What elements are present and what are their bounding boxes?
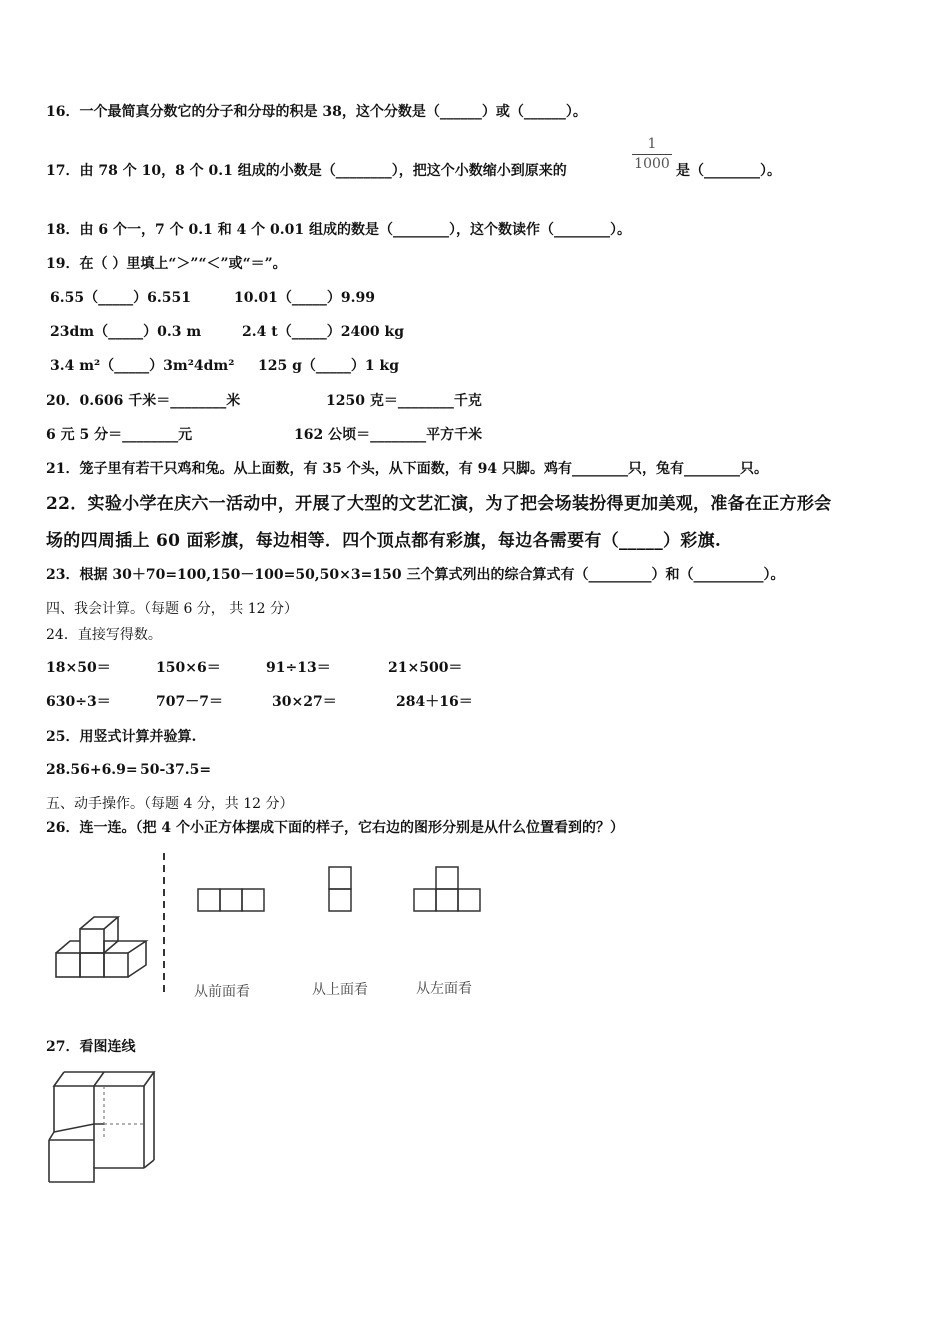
question-17-after: 是（________）。 — [676, 163, 781, 179]
question-22-line1: 22．实验小学在庆六一活动中，开展了大型的文艺汇演，为了把会场装扮得更加美观，准备在正方形会 — [46, 494, 832, 514]
question-17-before: 17．由 78 个 10，8 个 0.1 组成的小数是（________），把这个小数缩小到原来的 — [46, 163, 567, 179]
section-4-heading: 四、我会计算。（每题 6 分， 共 12 分） — [46, 601, 298, 617]
calc-item: 18×50＝ — [46, 660, 111, 676]
vertical-calc-item: 50-37.5= — [140, 762, 212, 778]
fraction-numerator: 1 — [647, 136, 657, 152]
question-22-line2: 场的四周插上 60 面彩旗，每边相等．四个顶点都有彩旗，每边各需要有（_____）彩旗. — [46, 531, 722, 551]
top-view-label: 从上面看 — [312, 982, 368, 998]
conversion-item: 20．0.606 千米＝________米 — [46, 393, 241, 409]
compare-item: 10.01（_____）9.99 — [234, 290, 375, 306]
front-view-shape — [198, 889, 264, 911]
front-view-label: 从前面看 — [194, 984, 250, 1000]
question-23: 23．根据 30＋70=100,150－100=50,50×3=150 三个算式列出的综合算式有（_________）和（__________）。 — [46, 567, 785, 583]
compare-item: 6.55（_____）6.551 — [50, 290, 191, 306]
section-5-heading: 五、动手操作。（每题 4 分，共 12 分） — [46, 796, 294, 812]
cube-views-figure — [40, 845, 510, 1010]
question-16: 16．一个最简真分数它的分子和分母的积是 38，这个分数是（______）或（______）。 — [46, 104, 587, 120]
fraction-one-thousandth — [632, 136, 672, 173]
top-view-shape — [329, 867, 351, 911]
question-27-title: 27．看图连线 — [46, 1039, 136, 1055]
compare-item: 2.4 t（_____）2400 kg — [242, 324, 405, 340]
compare-item: 3.4 m²（_____）3m²4dm² — [50, 358, 235, 374]
calc-item: 150×6＝ — [156, 660, 221, 676]
compare-item: 125 g（_____）1 kg — [258, 358, 399, 374]
question-19-title: 19．在（ ）里填上“＞”“＜”或“＝”。 — [46, 256, 287, 272]
conversion-item: 162 公顷＝________平方千米 — [294, 427, 483, 443]
stacked-cubes-drawing — [56, 917, 146, 977]
question-18: 18．由 6 个一，7 个 0.1 和 4 个 0.01 组成的数是（________），这个数读作（________）。 — [46, 222, 632, 238]
fraction-denominator: 1000 — [634, 156, 670, 172]
left-view-label: 从左面看 — [416, 981, 472, 997]
question-24-title: 24．直接写得数。 — [46, 627, 162, 643]
question-21: 21．笼子里有若干只鸡和兔。从上面数，有 35 个头，从下面数，有 94 只脚。鸡有________只，兔有________只。 — [46, 461, 768, 477]
question-26-title: 26．连一连。（把 4 个小正方体摆成下面的样子，它右边的图形分别是从什么位置看到的？） — [46, 820, 624, 836]
conversion-item: 6 元 5 分＝________元 — [46, 427, 193, 443]
vertical-calc-item: 28.56+6.9= — [46, 762, 138, 778]
calc-item: 30×27＝ — [272, 694, 337, 710]
question-25-title: 25．用竖式计算并验算. — [46, 729, 197, 745]
calc-item: 284＋16＝ — [396, 694, 473, 710]
left-view-shape — [414, 867, 480, 911]
cube-solid-figure — [44, 1068, 164, 1190]
calc-item: 91÷13＝ — [266, 660, 331, 676]
calc-item: 630÷3＝ — [46, 694, 111, 710]
conversion-item: 1250 克＝________千克 — [326, 393, 482, 409]
compare-item: 23dm（_____）0.3 m — [50, 324, 202, 340]
calc-item: 21×500＝ — [388, 660, 463, 676]
calc-item: 707－7＝ — [156, 694, 223, 710]
